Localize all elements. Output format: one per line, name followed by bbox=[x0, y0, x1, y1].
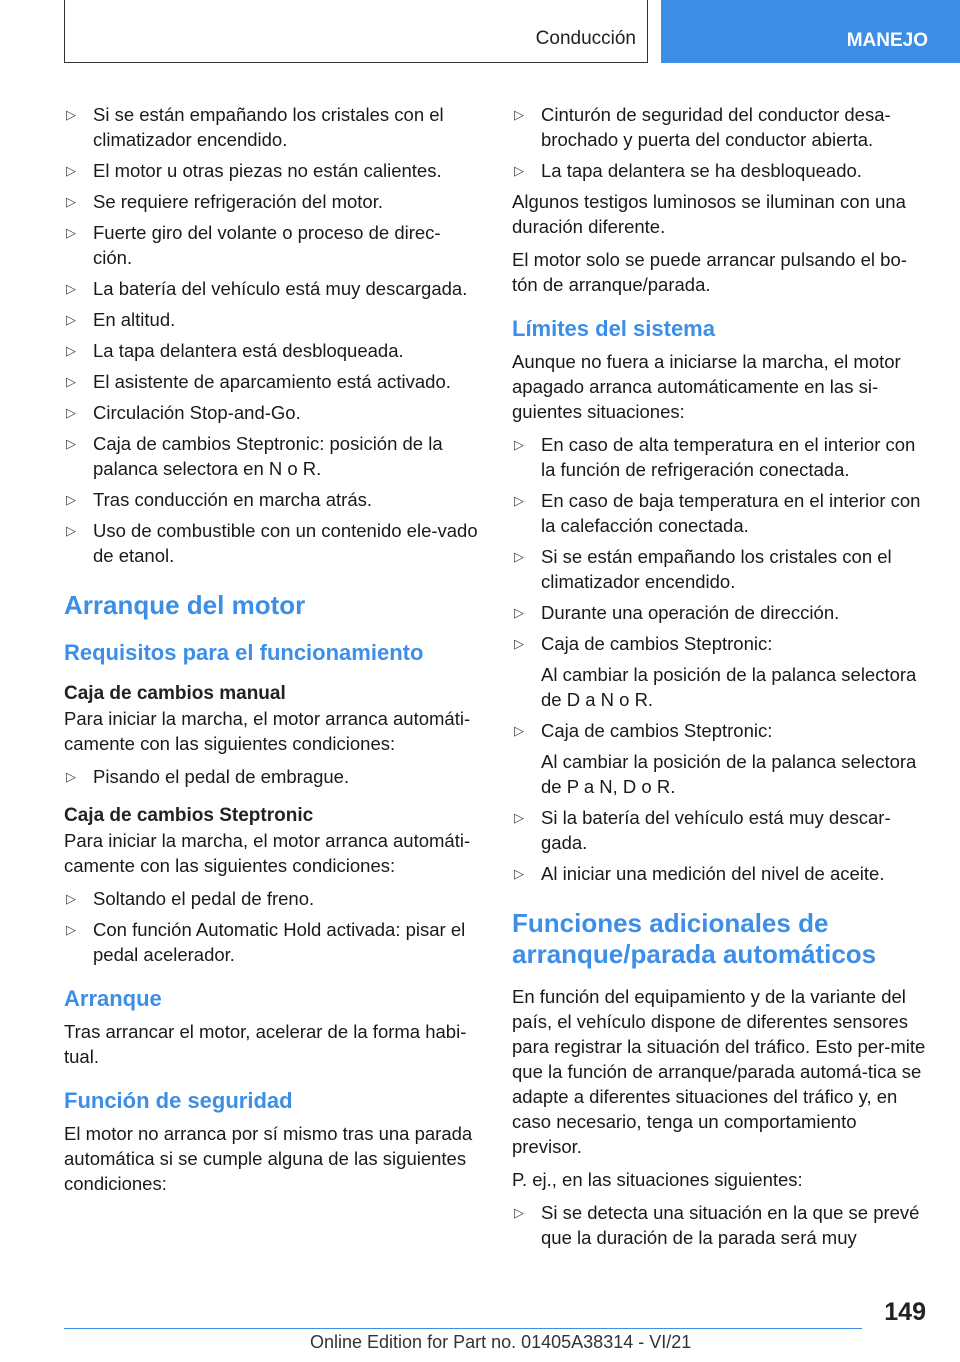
limites-list bbox=[512, 432, 928, 886]
list-item-text: Cinturón de seguridad del conductor desa‐brochado y puerta del conductor abierta. bbox=[541, 104, 891, 150]
list-item bbox=[512, 488, 928, 538]
triangle-bullet-icon: ▷ bbox=[66, 922, 76, 937]
list-item bbox=[512, 102, 928, 152]
triangle-bullet-icon: ▷ bbox=[514, 1205, 524, 1220]
triangle-bullet-icon: ▷ bbox=[66, 374, 76, 389]
footer-divider bbox=[64, 1328, 862, 1329]
list-item bbox=[512, 600, 928, 625]
triangle-bullet-icon: ▷ bbox=[514, 866, 524, 881]
list-item bbox=[64, 158, 478, 183]
list-item bbox=[512, 432, 928, 482]
list-item-text: La tapa delantera está desbloqueada. bbox=[93, 340, 404, 361]
list-item-text: Caja de cambios Steptronic: posición de la palanca selectora en N o R. bbox=[93, 433, 443, 479]
section-title: Conducción bbox=[535, 28, 636, 49]
list-item bbox=[64, 487, 478, 512]
list-item bbox=[64, 518, 478, 568]
list-item-text: El asistente de aparcamiento está activado. bbox=[93, 371, 451, 392]
list-item-text: Caja de cambios Steptronic: bbox=[541, 720, 773, 741]
list-item bbox=[512, 861, 928, 886]
triangle-bullet-icon: ▷ bbox=[66, 225, 76, 240]
list-item-text: Se requiere refrigeración del motor. bbox=[93, 191, 383, 212]
triangle-bullet-icon: ▷ bbox=[66, 492, 76, 507]
heading-seguridad: Función de seguridad bbox=[64, 1088, 293, 1113]
right-top-list bbox=[512, 102, 928, 183]
list-item-text: Soltando el pedal de freno. bbox=[93, 888, 315, 909]
list-item-text: Uso de combustible con un contenido ele‐vado de etanol. bbox=[93, 520, 478, 566]
paragraph-steptronic: Para iniciar la marcha, el motor arranca automáti‐camente con las siguientes condiciones: bbox=[64, 830, 471, 876]
list-item bbox=[64, 917, 478, 967]
triangle-bullet-icon: ▷ bbox=[66, 343, 76, 358]
triangle-bullet-icon: ▷ bbox=[66, 107, 76, 122]
paragraph-manual: Para iniciar la marcha, el motor arranca automáti‐camente con las siguientes condiciones: bbox=[64, 708, 471, 754]
triangle-bullet-icon: ▷ bbox=[66, 163, 76, 178]
triangle-bullet-icon: ▷ bbox=[66, 769, 76, 784]
heading-requisitos: Requisitos para el funcionamiento bbox=[64, 640, 424, 665]
list-item bbox=[64, 400, 478, 425]
paragraph-limites: Aunque no fuera a iniciarse la marcha, el motor apagado arranca automáticamente en las si‐guientes situaciones: bbox=[512, 351, 901, 422]
paragraph-ejemplos: P. ej., en las situaciones siguientes: bbox=[512, 1169, 803, 1190]
triangle-bullet-icon: ▷ bbox=[514, 810, 524, 825]
list-item-text: La batería del vehículo está muy descargada. bbox=[93, 278, 468, 299]
list-item bbox=[512, 544, 928, 594]
conditions-list bbox=[64, 102, 478, 568]
list-item-subtext: Al cambiar la posición de la palanca selectora de P a N, D o R. bbox=[541, 751, 917, 797]
triangle-bullet-icon: ▷ bbox=[514, 437, 524, 452]
paragraph-boton: El motor solo se puede arrancar pulsando el bo‐tón de arranque/parada. bbox=[512, 249, 907, 295]
triangle-bullet-icon: ▷ bbox=[514, 723, 524, 738]
triangle-bullet-icon: ▷ bbox=[66, 194, 76, 209]
list-item-text: En altitud. bbox=[93, 309, 176, 330]
left-column bbox=[64, 102, 478, 1204]
list-item bbox=[64, 189, 478, 214]
paragraph-testigos: Algunos testigos luminosos se iluminan con una duración diferente. bbox=[512, 191, 906, 237]
paragraph-arranque: Tras arrancar el motor, acelerar de la forma habi‐tual. bbox=[64, 1021, 467, 1067]
list-item-text: La tapa delantera se ha desbloqueado. bbox=[541, 160, 862, 181]
list-item-text: Si se están empañando los cristales con el climatizador encendido. bbox=[93, 104, 444, 150]
triangle-bullet-icon: ▷ bbox=[514, 107, 524, 122]
list-item-text: Caja de cambios Steptronic: bbox=[541, 633, 773, 654]
chapter-tab-label: MANEJO bbox=[846, 29, 928, 51]
triangle-bullet-icon: ▷ bbox=[514, 636, 524, 651]
heading-funciones: Funciones adicionales de arranque/parada automáticos bbox=[512, 908, 877, 969]
heading-arranque: Arranque bbox=[64, 986, 162, 1011]
list-item-text: Si se detecta una situación en la que se prevé que la duración de la parada será muy bbox=[541, 1202, 920, 1248]
page-number: 149 bbox=[884, 1298, 926, 1326]
list-item bbox=[64, 102, 478, 152]
list-item bbox=[512, 158, 928, 183]
list-item bbox=[64, 431, 478, 481]
list-item-text: Circulación Stop-and-Go. bbox=[93, 402, 301, 423]
list-item bbox=[64, 276, 478, 301]
triangle-bullet-icon: ▷ bbox=[66, 891, 76, 906]
heading-steptronic: Caja de cambios Steptronic bbox=[64, 805, 314, 826]
triangle-bullet-icon: ▷ bbox=[66, 281, 76, 296]
list-item-text: Si la batería del vehículo está muy descar‐gada. bbox=[541, 807, 891, 853]
list-item-text: En caso de alta temperatura en el interior con la función de refrigeración conectada. bbox=[541, 434, 916, 480]
heading-arranque-motor: Arranque del motor bbox=[64, 590, 306, 620]
chapter-tab[interactable] bbox=[661, 0, 960, 63]
heading-manual: Caja de cambios manual bbox=[64, 683, 286, 704]
manual-list bbox=[64, 764, 478, 789]
triangle-bullet-icon: ▷ bbox=[66, 405, 76, 420]
footer-edition: Online Edition for Part no. 01405A38314 - VI/21 bbox=[310, 1332, 692, 1352]
list-item bbox=[512, 1200, 928, 1250]
list-item bbox=[64, 764, 478, 789]
right-column bbox=[512, 102, 928, 1256]
paragraph-seguridad: El motor no arranca por sí mismo tras una parada automática si se cumple alguna de las siguientes condiciones: bbox=[64, 1123, 473, 1194]
triangle-bullet-icon: ▷ bbox=[66, 436, 76, 451]
paragraph-funciones: En función del equipamiento y de la variante del país, el vehículo dispone de diferentes sensores para registrar la situación del tráfico. Esto per‐mite que la función de arranque/parada automá‐tica se adapte a diferentes situaciones del tráfico y, en caso necesario, tenga un comportamiento previsor. bbox=[512, 986, 926, 1157]
triangle-bullet-icon: ▷ bbox=[66, 523, 76, 538]
list-item bbox=[512, 805, 928, 855]
list-item-text: Con función Automatic Hold activada: pisar el pedal acelerador. bbox=[93, 919, 466, 965]
list-item-text: El motor u otras piezas no están calientes. bbox=[93, 160, 442, 181]
list-item-text: Tras conducción en marcha atrás. bbox=[93, 489, 372, 510]
list-item bbox=[512, 631, 928, 712]
list-item-text: En caso de baja temperatura en el interior con la calefacción conectada. bbox=[541, 490, 921, 536]
list-item-text: Fuerte giro del volante o proceso de direc‐ción. bbox=[93, 222, 441, 268]
triangle-bullet-icon: ▷ bbox=[514, 493, 524, 508]
list-item bbox=[64, 886, 478, 911]
list-item bbox=[64, 338, 478, 363]
list-item bbox=[64, 307, 478, 332]
triangle-bullet-icon: ▷ bbox=[514, 549, 524, 564]
list-item-text: Durante una operación de dirección. bbox=[541, 602, 840, 623]
list-item-text: Al iniciar una medición del nivel de aceite. bbox=[541, 863, 885, 884]
list-item bbox=[512, 718, 928, 799]
triangle-bullet-icon: ▷ bbox=[514, 605, 524, 620]
list-item-subtext: Al cambiar la posición de la palanca selectora de D a N o R. bbox=[541, 664, 917, 710]
triangle-bullet-icon: ▷ bbox=[66, 312, 76, 327]
list-item bbox=[64, 369, 478, 394]
list-item bbox=[64, 220, 478, 270]
heading-limites: Límites del sistema bbox=[512, 316, 715, 341]
list-item-text: Pisando el pedal de embrague. bbox=[93, 766, 350, 787]
steptronic-list bbox=[64, 886, 478, 967]
list-item-text: Si se están empañando los cristales con el climatizador encendido. bbox=[541, 546, 892, 592]
ejemplos-list bbox=[512, 1200, 928, 1250]
triangle-bullet-icon: ▷ bbox=[514, 163, 524, 178]
